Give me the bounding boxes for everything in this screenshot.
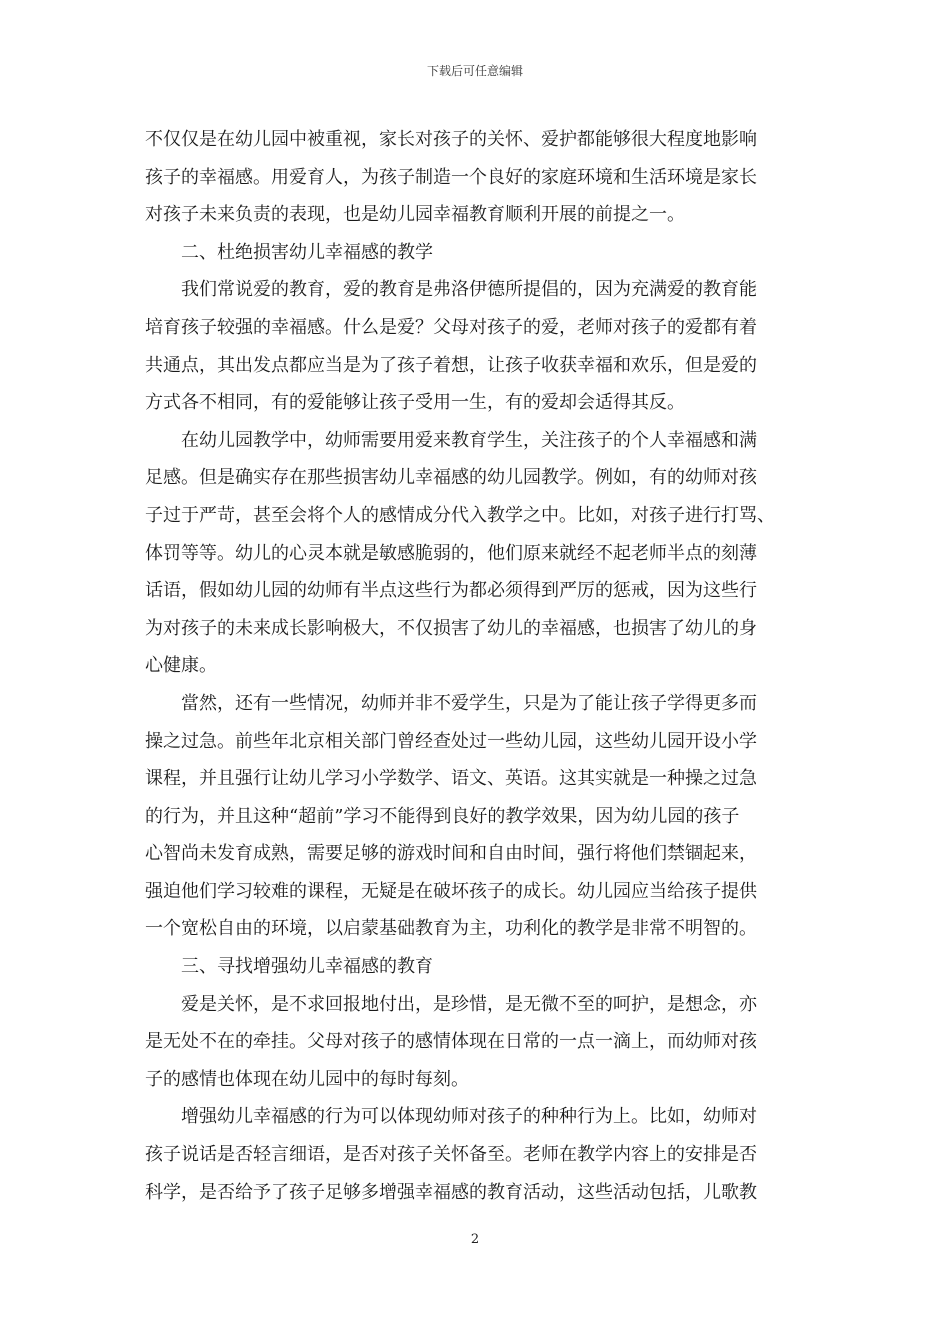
text-line: 孩子的幸福感。用爱育人，为孩子制造一个良好的家庭环境和生活环境是家长 (145, 166, 757, 188)
text-line: 在幼儿园教学中，幼师需要用爱来教育学生，关注孩子的个人幸福感和满 (181, 429, 757, 451)
text-line: 當然，还有一些情况，幼师并非不爱学生，只是为了能让孩子学得更多而 (181, 692, 757, 714)
text-line: 共通点，其出发点都应当是为了孩子着想，让孩子收获幸福和欢乐，但是爱的 (145, 354, 757, 376)
text-line: 方式各不相同，有的爱能够让孩子受用一生，有的爱却会适得其反。 (145, 392, 685, 414)
text-line: 不仅仅是在幼儿园中被重视，家长对孩子的关怀、爱护都能够很大程度地影响 (145, 129, 757, 150)
text-line: 足感。但是确实存在那些损害幼儿幸福感的幼儿园教学。例如，有的幼师对孩 (145, 467, 757, 489)
text-line: 一个宽松自由的环境，以启蒙基础教育为主，功利化的教学是非常不明智的。 (145, 918, 757, 940)
text-line: 为对孩子的未来成长影响极大，不仅损害了幼儿的幸福感，也损害了幼儿的身 (145, 617, 757, 639)
text-line: 强迫他们学习较难的课程，无疑是在破坏孩子的成长。幼儿园应当给孩子提供 (145, 880, 757, 902)
text-line: 对孩子未来负责的表现，也是幼儿园幸福教育顺利开展的前提之一。 (145, 204, 685, 226)
text-line: 心智尚未发育成熟，需要足够的游戏时间和自由时间，强行将他们禁锢起来， (145, 843, 757, 865)
text-line: 心健康。 (145, 655, 217, 677)
text-line: 培育孩子较强的幸福感。什么是爱？父母对孩子的爱，老师对孩子的爱都有着 (145, 316, 757, 338)
text-line: 爱是关怀，是不求回报地付出，是珍惜，是无微不至的呵护，是想念，亦 (181, 993, 757, 1015)
text-line: 课程，并且强行让幼儿学习小学数学、语文、英语。这其实就是一种操之过急 (145, 768, 757, 790)
text-line: 科学，是否给予了孩子足够多增强幸福感的教育活动，这些活动包括，儿歌教 (145, 1181, 757, 1203)
text-line: 子过于严苛，甚至会将个人的感情成分代入教学之中。比如，对孩子进行打骂、 (145, 504, 775, 526)
text-line: 我们常说爱的教育，爱的教育是弗洛伊德所提倡的，因为充满爱的教育能 (181, 279, 757, 301)
page-number: 2 (470, 1232, 480, 1247)
section-heading: 二、杜绝损害幼儿幸福感的教学 (181, 241, 433, 263)
text-line: 的行为，并且这种“超前”学习不能得到良好的教学效果，因为幼儿园的孩子 (145, 805, 740, 827)
page-header: 下载后可任意编辑 (426, 64, 523, 78)
section-heading: 三、寻找增强幼儿幸福感的教育 (181, 956, 433, 978)
text-line: 子的感情也体现在幼儿园中的每时每刻。 (145, 1068, 469, 1090)
text-line: 操之过急。前些年北京相关部门曾经查处过一些幼儿园，这些幼儿园开设小学 (145, 730, 757, 752)
text-line: 体罚等等。幼儿的心灵本就是敏感脆弱的，他们原来就经不起老师半点的刻薄 (145, 542, 757, 564)
text-line: 孩子说话是否轻言细语，是否对孩子关怀备至。老师在教学内容上的安排是否 (145, 1144, 757, 1166)
text-line: 话语，假如幼儿园的幼师有半点这些行为都必须得到严厉的惩戒，因为这些行 (145, 580, 757, 602)
text-line: 增强幼儿幸福感的行为可以体现幼师对孩子的种种行为上。比如，幼师对 (181, 1106, 757, 1128)
text-line: 是无处不在的牵挂。父母对孩子的感情体现在日常的一点一滴上，而幼师对孩 (145, 1031, 757, 1053)
document-body (145, 121, 805, 1211)
